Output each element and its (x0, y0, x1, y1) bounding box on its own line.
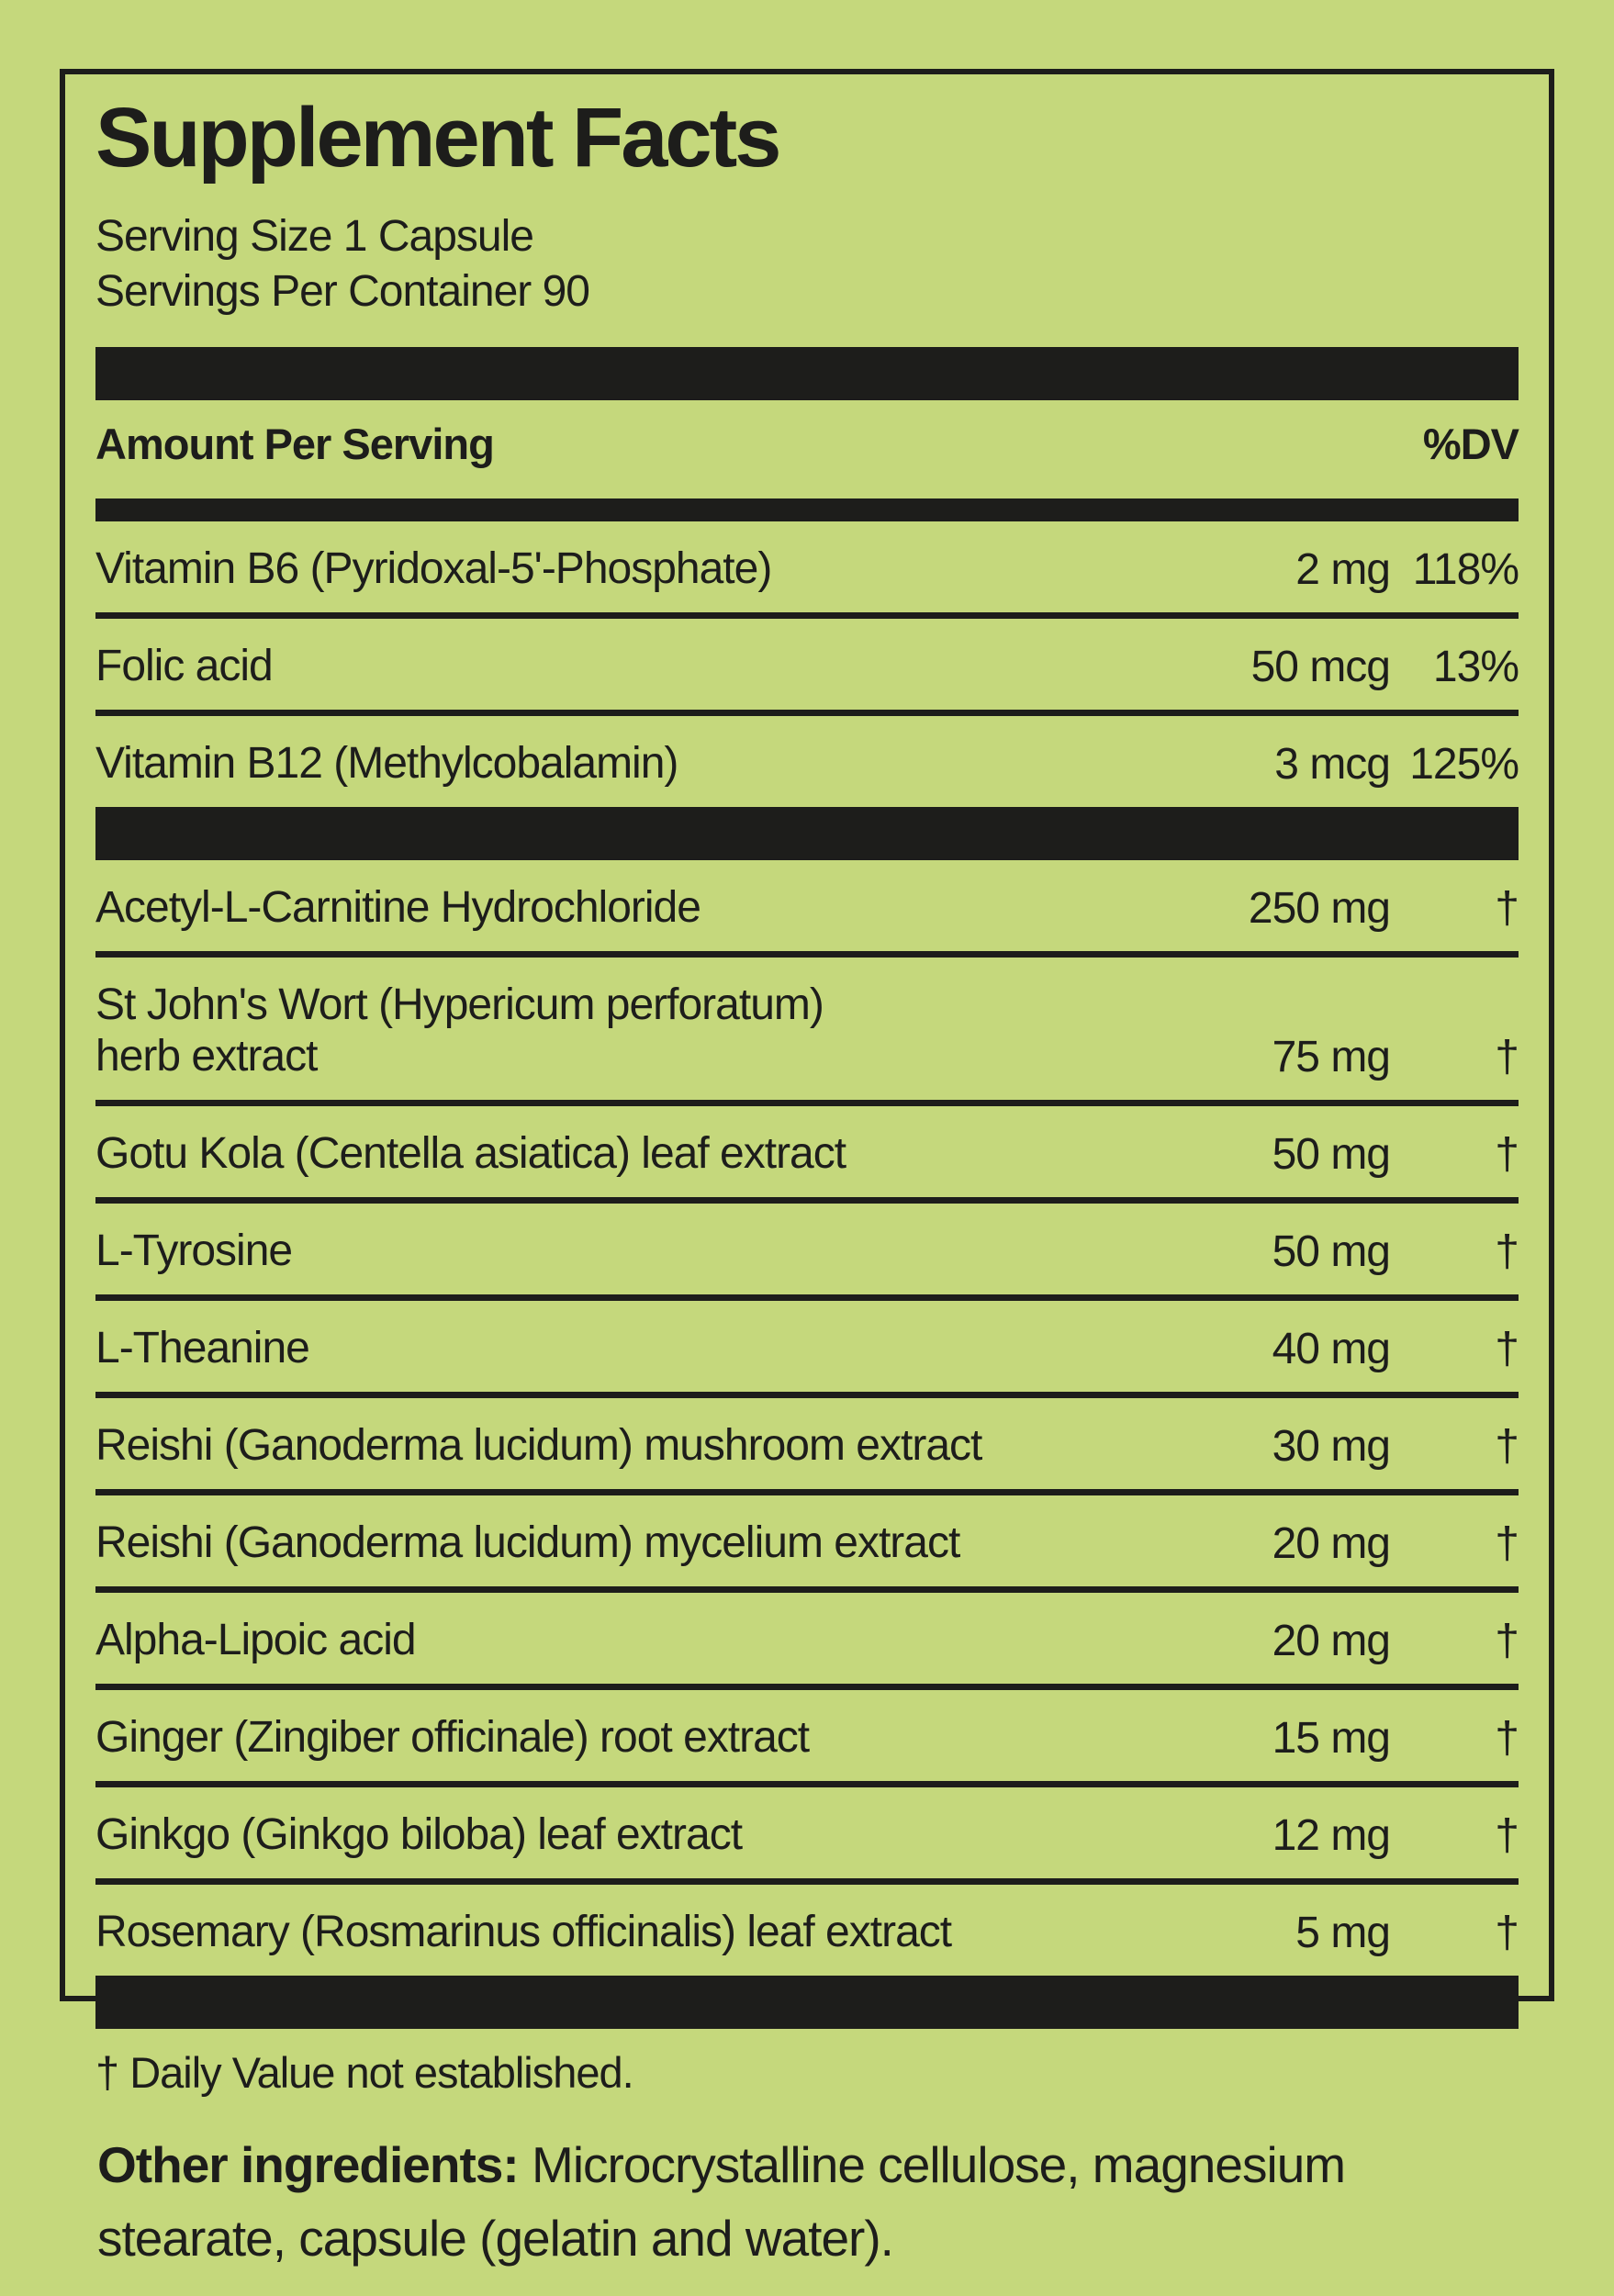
ingredient-name: Reishi (Ganoderma lucidum) mycelium extract (95, 1518, 960, 1568)
ingredient-amount: 2 mg (1295, 544, 1390, 594)
ingredient-dv: † (1495, 1324, 1519, 1373)
ingredient-dv: 13% (1432, 642, 1519, 691)
ingredient-dv: 118% (1412, 544, 1519, 594)
servings-per-container: Servings Per Container 90 (95, 267, 589, 317)
ingredient-dv: † (1495, 1810, 1519, 1860)
ingredient-row (95, 1885, 1519, 1976)
ingredient-name: Rosemary (Rosmarinus officinalis) leaf extract (95, 1908, 952, 1957)
ingredient-amount: 75 mg (1272, 1032, 1390, 1081)
table-header-row (95, 400, 1519, 498)
ingredient-row (95, 1398, 1519, 1495)
ingredient-row (95, 1204, 1519, 1301)
ingredient-row (95, 1787, 1519, 1885)
ingredient-name: Acetyl-L-Carnitine Hydrochloride (95, 883, 701, 933)
ingredient-name: Reishi (Ganoderma lucidum) mushroom extract (95, 1421, 982, 1471)
ingredient-amount: 5 mg (1295, 1908, 1390, 1957)
ingredient-row-line2 (95, 1031, 1519, 1082)
ingredient-name: Vitamin B6 (Pyridoxal-5'-Phosphate) (95, 544, 772, 594)
ingredient-amount: 50 mg (1272, 1129, 1390, 1179)
ingredient-dv: † (1495, 1226, 1519, 1276)
blend-rows-section (95, 860, 1519, 1976)
ingredient-amount: 50 mg (1272, 1226, 1390, 1276)
supplement-facts-title: Supplement Facts (95, 91, 779, 185)
ingredient-dv: † (1495, 1032, 1519, 1081)
thick-divider-bar (95, 1976, 1519, 2029)
ingredient-amount: 20 mg (1272, 1616, 1390, 1665)
supplement-facts-box (60, 69, 1554, 2098)
thick-divider-bar (95, 347, 1519, 400)
ingredient-dv: 125% (1409, 739, 1519, 789)
serving-info (95, 209, 1519, 319)
ingredient-dv: † (1495, 1908, 1519, 1957)
ingredient-amount: 250 mg (1248, 883, 1390, 933)
ingredient-name: Ginger (Zingiber officinale) root extract (95, 1713, 810, 1763)
amount-per-serving-header: Amount Per Serving (95, 420, 494, 469)
ingredient-amount: 40 mg (1272, 1324, 1390, 1373)
ingredient-dv: † (1495, 1616, 1519, 1665)
ingredient-row (95, 521, 1519, 619)
percent-dv-header: %DV (1422, 420, 1519, 469)
other-ingredients (97, 2128, 1530, 2275)
ingredient-amount: 15 mg (1272, 1713, 1390, 1763)
ingredient-dv: † (1495, 1421, 1519, 1471)
ingredient-name: St John's Wort (Hypericum perforatum) (95, 980, 824, 1030)
ingredient-name: Ginkgo (Ginkgo biloba) leaf extract (95, 1810, 743, 1860)
ingredient-dv: † (1495, 1518, 1519, 1568)
ingredient-row (95, 619, 1519, 716)
ingredient-row (95, 958, 1519, 1106)
ingredient-row (95, 860, 1519, 958)
serving-size: Serving Size 1 Capsule (95, 212, 533, 262)
other-ingredients-label: Other ingredients: (97, 2136, 519, 2193)
ingredient-dv: † (1495, 1129, 1519, 1179)
other-ingredients-text: Microcrystalline cellulose, magnesium stearate, capsule (gelatin and water). (97, 2136, 1346, 2267)
vitamin-rows-section (95, 521, 1519, 807)
ingredient-row (95, 1690, 1519, 1787)
ingredient-name: Vitamin B12 (Methylcobalamin) (95, 739, 678, 789)
ingredient-amount: 30 mg (1272, 1421, 1390, 1471)
ingredient-name: Gotu Kola (Centella asiatica) leaf extract (95, 1129, 846, 1179)
ingredient-dv: † (1495, 1713, 1519, 1763)
ingredient-row (95, 1106, 1519, 1204)
ingredient-name: Alpha-Lipoic acid (95, 1616, 416, 1665)
ingredient-name-line2: herb extract (95, 1032, 318, 1081)
ingredient-dv: † (1495, 883, 1519, 933)
ingredient-amount: 12 mg (1272, 1810, 1390, 1860)
ingredient-name: L-Theanine (95, 1324, 309, 1373)
ingredient-name: L-Tyrosine (95, 1226, 293, 1276)
ingredient-name: Folic acid (95, 642, 273, 691)
ingredient-amount: 3 mcg (1274, 739, 1390, 789)
ingredient-row (95, 1301, 1519, 1398)
ingredient-amount: 50 mcg (1250, 642, 1390, 691)
ingredient-amount: 20 mg (1272, 1518, 1390, 1568)
ingredient-row (95, 1593, 1519, 1690)
ingredient-row (95, 716, 1519, 807)
thick-divider-bar (95, 807, 1519, 860)
thin-divider-bar (95, 498, 1519, 521)
ingredient-row (95, 1495, 1519, 1593)
daily-value-footnote: † Daily Value not established. (95, 2048, 633, 2098)
